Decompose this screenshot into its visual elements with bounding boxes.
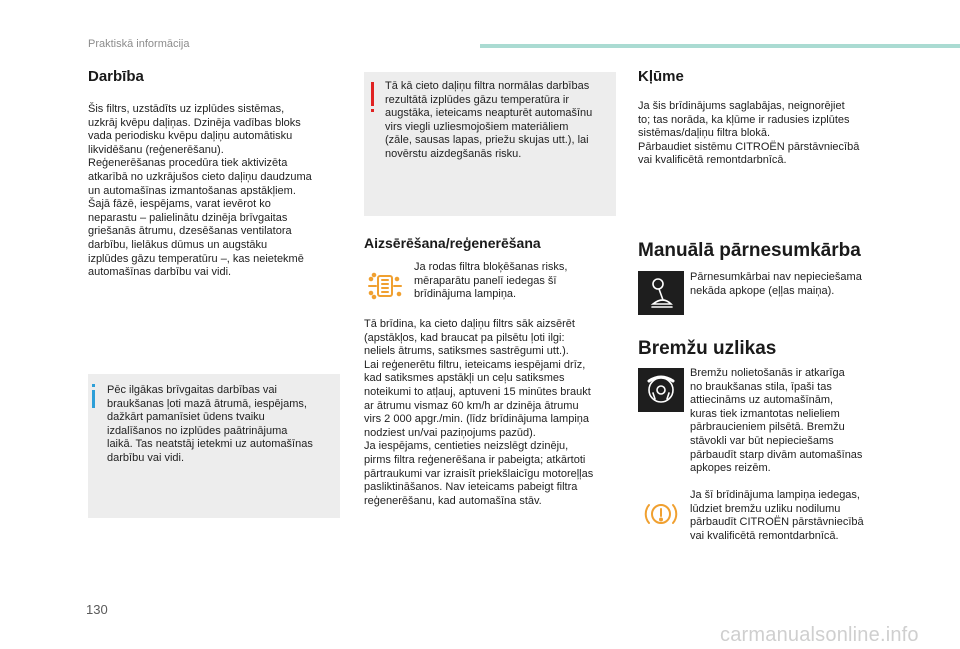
watermark: carmanualsonline.info xyxy=(720,624,919,646)
warning-icon-dot xyxy=(371,109,374,112)
gear-lever-icon xyxy=(638,271,684,315)
fault-body: Ja šis brīdinājums saglabājas, neignorējiet to; tas norāda, ka kļūme ir radusies izplūtes sistēmas/daļiņu filtra blokā. Pārbaudiet sistēmu CITROËN pārstāvniecībā vai kvalificētā remontdarbnīcā. xyxy=(638,100,860,167)
info-note-text: Pēc ilgākas brīvgaitas darbības vai braukšanas ļoti mazā ātrumā, iespējams, dažkārt pamanīsiet ūdens tvaiku izdalīšanos no izplūdes paātrinājuma laikā. Tas neatstāj ietekmi uz automašīnas darbību vai vidi. xyxy=(107,384,313,464)
aizseresana-title: Aizsērēšana/reģenerēšana xyxy=(364,235,541,251)
brake-pad-icon xyxy=(638,368,684,412)
info-icon-dot xyxy=(92,384,95,387)
brakes-body: Bremžu nolietošanās ir atkarīga no braukšanas stila, īpaši tas attiecināms uz automašīnām, kuras tiek izmantotas nelieliem pārbraucieniem pilsētā. Bremžu stāvokli var būt nepieciešams pārbaudīt starp divām automašīnas apkopes reizēm. xyxy=(690,367,863,475)
brake-wear-warning-icon xyxy=(638,492,684,536)
brakes-warning-text: Ja šī brīdinājuma lampiņa iedegas, lūdziet bremžu uzliku nodilumu pārbaudīt CITROËN pārstāvniecībā vai kvalificētā remontdarbnīcā. xyxy=(690,489,864,542)
section-header: Praktiskā informācija xyxy=(88,38,190,50)
fault-title: Kļūme xyxy=(638,68,684,85)
warning-note-text: Tā kā cieto daļiņu filtra normālas darbības rezultātā izplūdes gāzu temperatūra ir augstāka, ieteicams neapturēt automašīnu virs viegli uzliesmojošiem materiāliem (zāle, sausas lapas, priežu skujas utt.), lai novērstu aizdegšanās risku. xyxy=(385,80,593,160)
gearbox-body: Pārnesumkārbai nav nepieciešama nekāda apkope (eļļas maiņa). xyxy=(690,271,862,297)
darbiba-title: Darbība xyxy=(88,68,144,85)
header-rule xyxy=(480,44,960,48)
page-number: 130 xyxy=(86,602,108,617)
dpf-warning-icon xyxy=(362,264,408,308)
warning-icon xyxy=(371,82,374,106)
info-icon xyxy=(92,390,95,408)
gearbox-title: Manuālā pārnesumkārba xyxy=(638,240,861,261)
brakes-title: Bremžu uzlikas xyxy=(638,338,777,359)
dpf-icon-caption: Ja rodas filtra bloķēšanas risks, mēraparātu panelī iedegas šī brīdinājuma lampiņa. xyxy=(414,261,568,301)
aizseresana-body: Tā brīdina, ka cieto daļiņu filtrs sāk aizsērēt (apstākļos, kad braucat pa pilsētu ļoti ilgi: neliels ātrums, satiksmes sastrēgumi utt.). Lai reģenerētu filtru, ieteicams iespējami drīz, kad satiksmes apstākļi un ceļu satiksmes noteikumi to atļauj, aptuveni 15 minūtes braukt ar ātrumu vismaz 60 km/h ar dzinēja ātrumu virs 2 000 apgr./min. (līdz brīdinājuma lampiņa nodziest un/vai paziņojums pazūd). Ja iespējams, centieties neizslēgt dzinēju, pirms filtra reģenerēšana ir pabeigta; atkārtoti pārtraukumi var izraisīt priekšlaicīgu motoreļļas pasliktināšanos. Nav ieteicams pabeigt filtra reģenerēšanu, kad automašīna stāv. xyxy=(364,318,594,507)
darbiba-body: Šis filtrs, uzstādīts uz izplūdes sistēmas, uzkrāj kvēpu daļiņas. Dzinēja vadības bloks vada periodisku kvēpu daļiņu automātisku likvidēšanu (reģenerēšanu). Reģenerēšanas procedūra tiek aktivizēta atkarībā no uzkrājušos cieto daļiņu daudzuma un automašīnas izmantošanas apstākļiem. Šajā fāzē, iespējams, varat ievērot ko neparastu – palielinātu dzinēja brīvgaitas griešanās ātrumu, dzesēšanas ventilatora darbību, lielākus dūmus un augstāku izplūdes gāzu temperatūru –, kas neietekmē automašīnas darbību vai vidi. xyxy=(88,103,312,279)
